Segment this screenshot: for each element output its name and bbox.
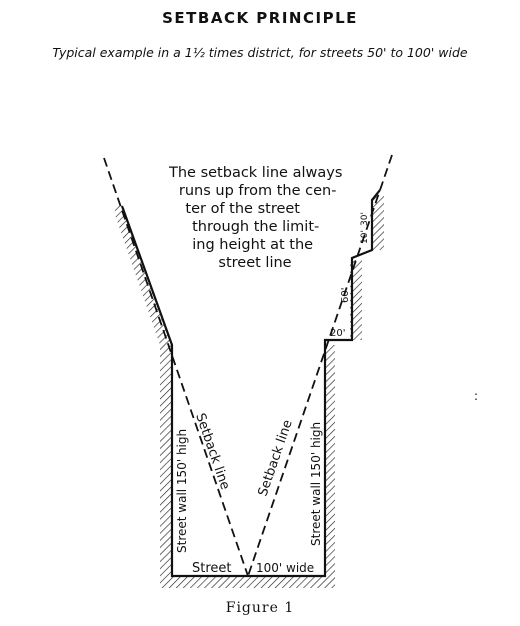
note-line-1: The setback line always	[169, 165, 343, 181]
note-line-5: ing height at the	[192, 237, 314, 253]
left-building-hatch	[115, 205, 172, 576]
right-setback-label: Setback line	[255, 417, 296, 499]
left-wall-label: Street wall 150' high	[175, 428, 189, 553]
step-10-label: 10'	[360, 230, 370, 244]
left-setback-label: Setback line	[192, 411, 233, 492]
diagram-title: SETBACK PRINCIPLE	[162, 9, 358, 27]
step-20-label: 20'	[330, 328, 346, 339]
note-line-6: street line	[218, 255, 292, 271]
right-wall-label: Street wall 150' high	[309, 421, 323, 546]
note-line-3: ter of the street	[185, 201, 300, 217]
right-building-hatch	[325, 345, 335, 576]
stray-mark: :	[474, 389, 479, 403]
street-hatch	[160, 576, 335, 588]
right-building-hatch-60	[372, 195, 384, 250]
note-line-4: through the limit-	[192, 219, 320, 235]
street-width-label: 100' wide	[256, 561, 315, 575]
setback-note	[168, 165, 347, 271]
street-label: Street	[192, 561, 232, 576]
step-60-label: 60'	[340, 287, 351, 303]
diagram-subtitle: Typical example in a 1½ times district, for streets 50' to 100' wide	[52, 45, 468, 60]
note-line-2: runs up from the cen-	[178, 183, 337, 199]
step-30-label: 30'	[360, 212, 370, 226]
figure-caption: Figure 1	[225, 600, 295, 616]
